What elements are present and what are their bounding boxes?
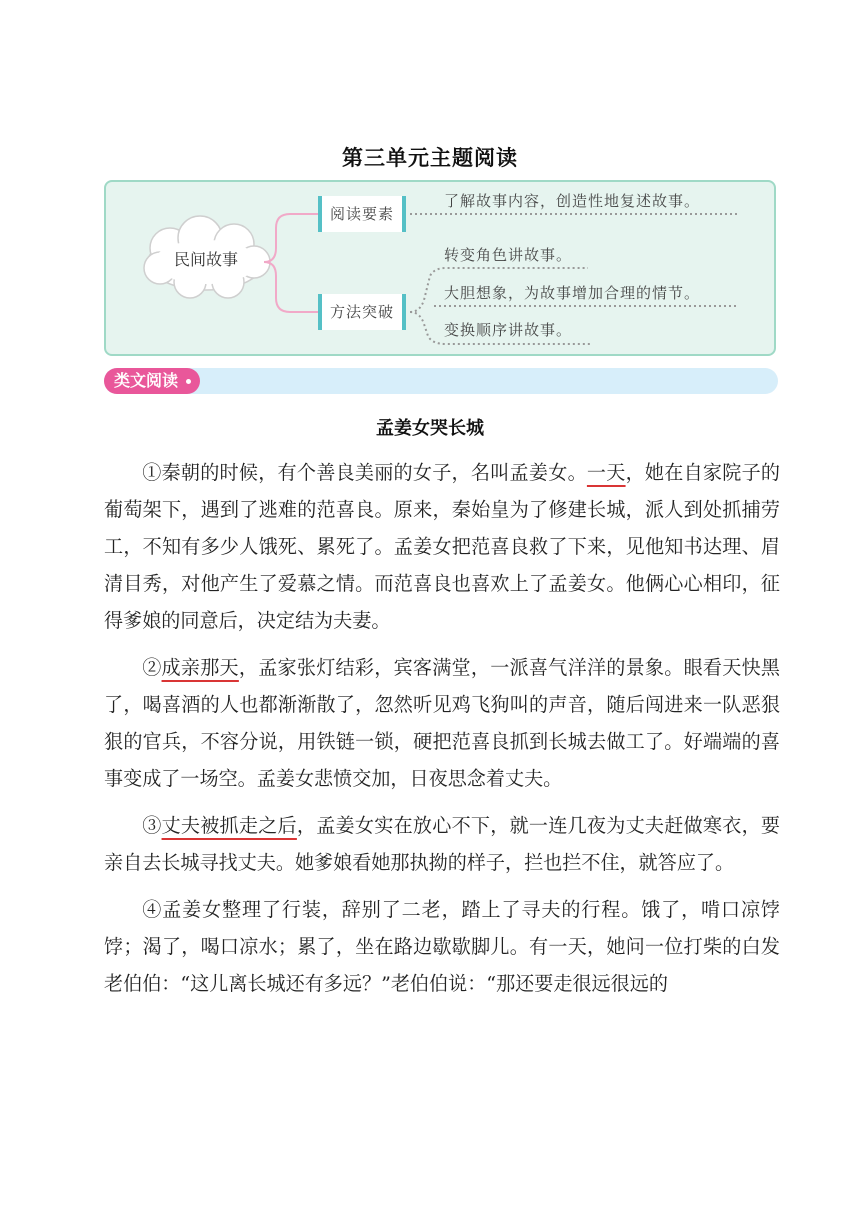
- paragraph-text: 孟姜女整理了行装，辞别了二老，踏上了寻夫的行程。饿了，啃口凉饽饽；渴了，喝口凉水；累了，坐在路边歇歇脚儿。有一天，她问一位打柴的白发老伯伯：“这儿离长城还有多远？”老伯伯说：“那还要走很远很远的: [104, 898, 781, 995]
- paragraph-number: ②: [142, 656, 162, 679]
- branch-label-reading-elements: 阅读要素: [318, 196, 406, 232]
- branch-item: 转变角色讲故事。: [444, 246, 573, 264]
- section-bar: [104, 368, 778, 394]
- paragraph-text: 秦朝的时候，有个善良美丽的女子，名叫孟姜女。: [161, 461, 587, 484]
- branch-item: 变换顺序讲故事。: [444, 321, 573, 339]
- branch-label-method: 方法突破: [318, 294, 406, 330]
- section-tag-label: 类文阅读: [114, 371, 179, 390]
- story-body: [104, 454, 780, 1012]
- paragraph-1: [104, 454, 780, 639]
- mind-map-center: 民间故事: [173, 250, 238, 269]
- story-title: 孟姜女哭长城: [376, 418, 484, 439]
- paragraph-number: ④: [142, 898, 163, 921]
- paragraph-2: [104, 649, 780, 797]
- paragraph-text: ，孟姜女实在放心不下，就一连几夜为丈夫赶做寒衣，要亲自去长城寻找丈夫。她爹娘看她那执拗的样子，拦也拦不住，就答应了。: [104, 814, 781, 874]
- paragraph-number: ③: [142, 814, 162, 837]
- paragraph-number: ①: [142, 461, 162, 484]
- underlined-phrase: 丈夫被抓走之后: [161, 814, 297, 837]
- underlined-phrase: 成亲那天: [161, 656, 239, 679]
- mind-map-connectors: [0, 0, 860, 400]
- page-title: 第三单元主题阅读: [342, 146, 518, 170]
- branch-item: 大胆想象，为故事增加合理的情节。: [444, 284, 701, 302]
- branch-item: 了解故事内容，创造性地复述故事。: [444, 192, 701, 210]
- underlined-phrase: 一天: [586, 461, 626, 484]
- paragraph-text: ，她在自家院子的葡萄架下，遇到了逃难的范喜良。原来，秦始皇为了修建长城，派人到处抓捕劳工，不知有多少人饿死、累死了。孟姜女把范喜良救了下来，见他知书达理、眉清目秀，对他产生了爱慕之情。而范喜良也喜欢上了孟姜女。他俩心心相印，征得爹娘的同意后，决定结为夫妻。: [104, 461, 781, 632]
- section-tag: [104, 368, 200, 394]
- paragraph-4: [104, 891, 780, 1002]
- paragraph-text: ，孟家张灯结彩，宾客满堂，一派喜气洋洋的景象。眼看天快黑了，喝喜酒的人也都渐渐散了，忽然听见鸡飞狗叫的声音，随后闯进来一队恶狠狠的官兵，不容分说，用铁链一锁，硬把范喜良抓到长城去做工了。好端端的喜事变成了一场空。孟姜女悲愤交加，日夜思念着丈夫。: [104, 656, 781, 790]
- dot-icon: [186, 379, 191, 384]
- paragraph-3: [104, 807, 780, 881]
